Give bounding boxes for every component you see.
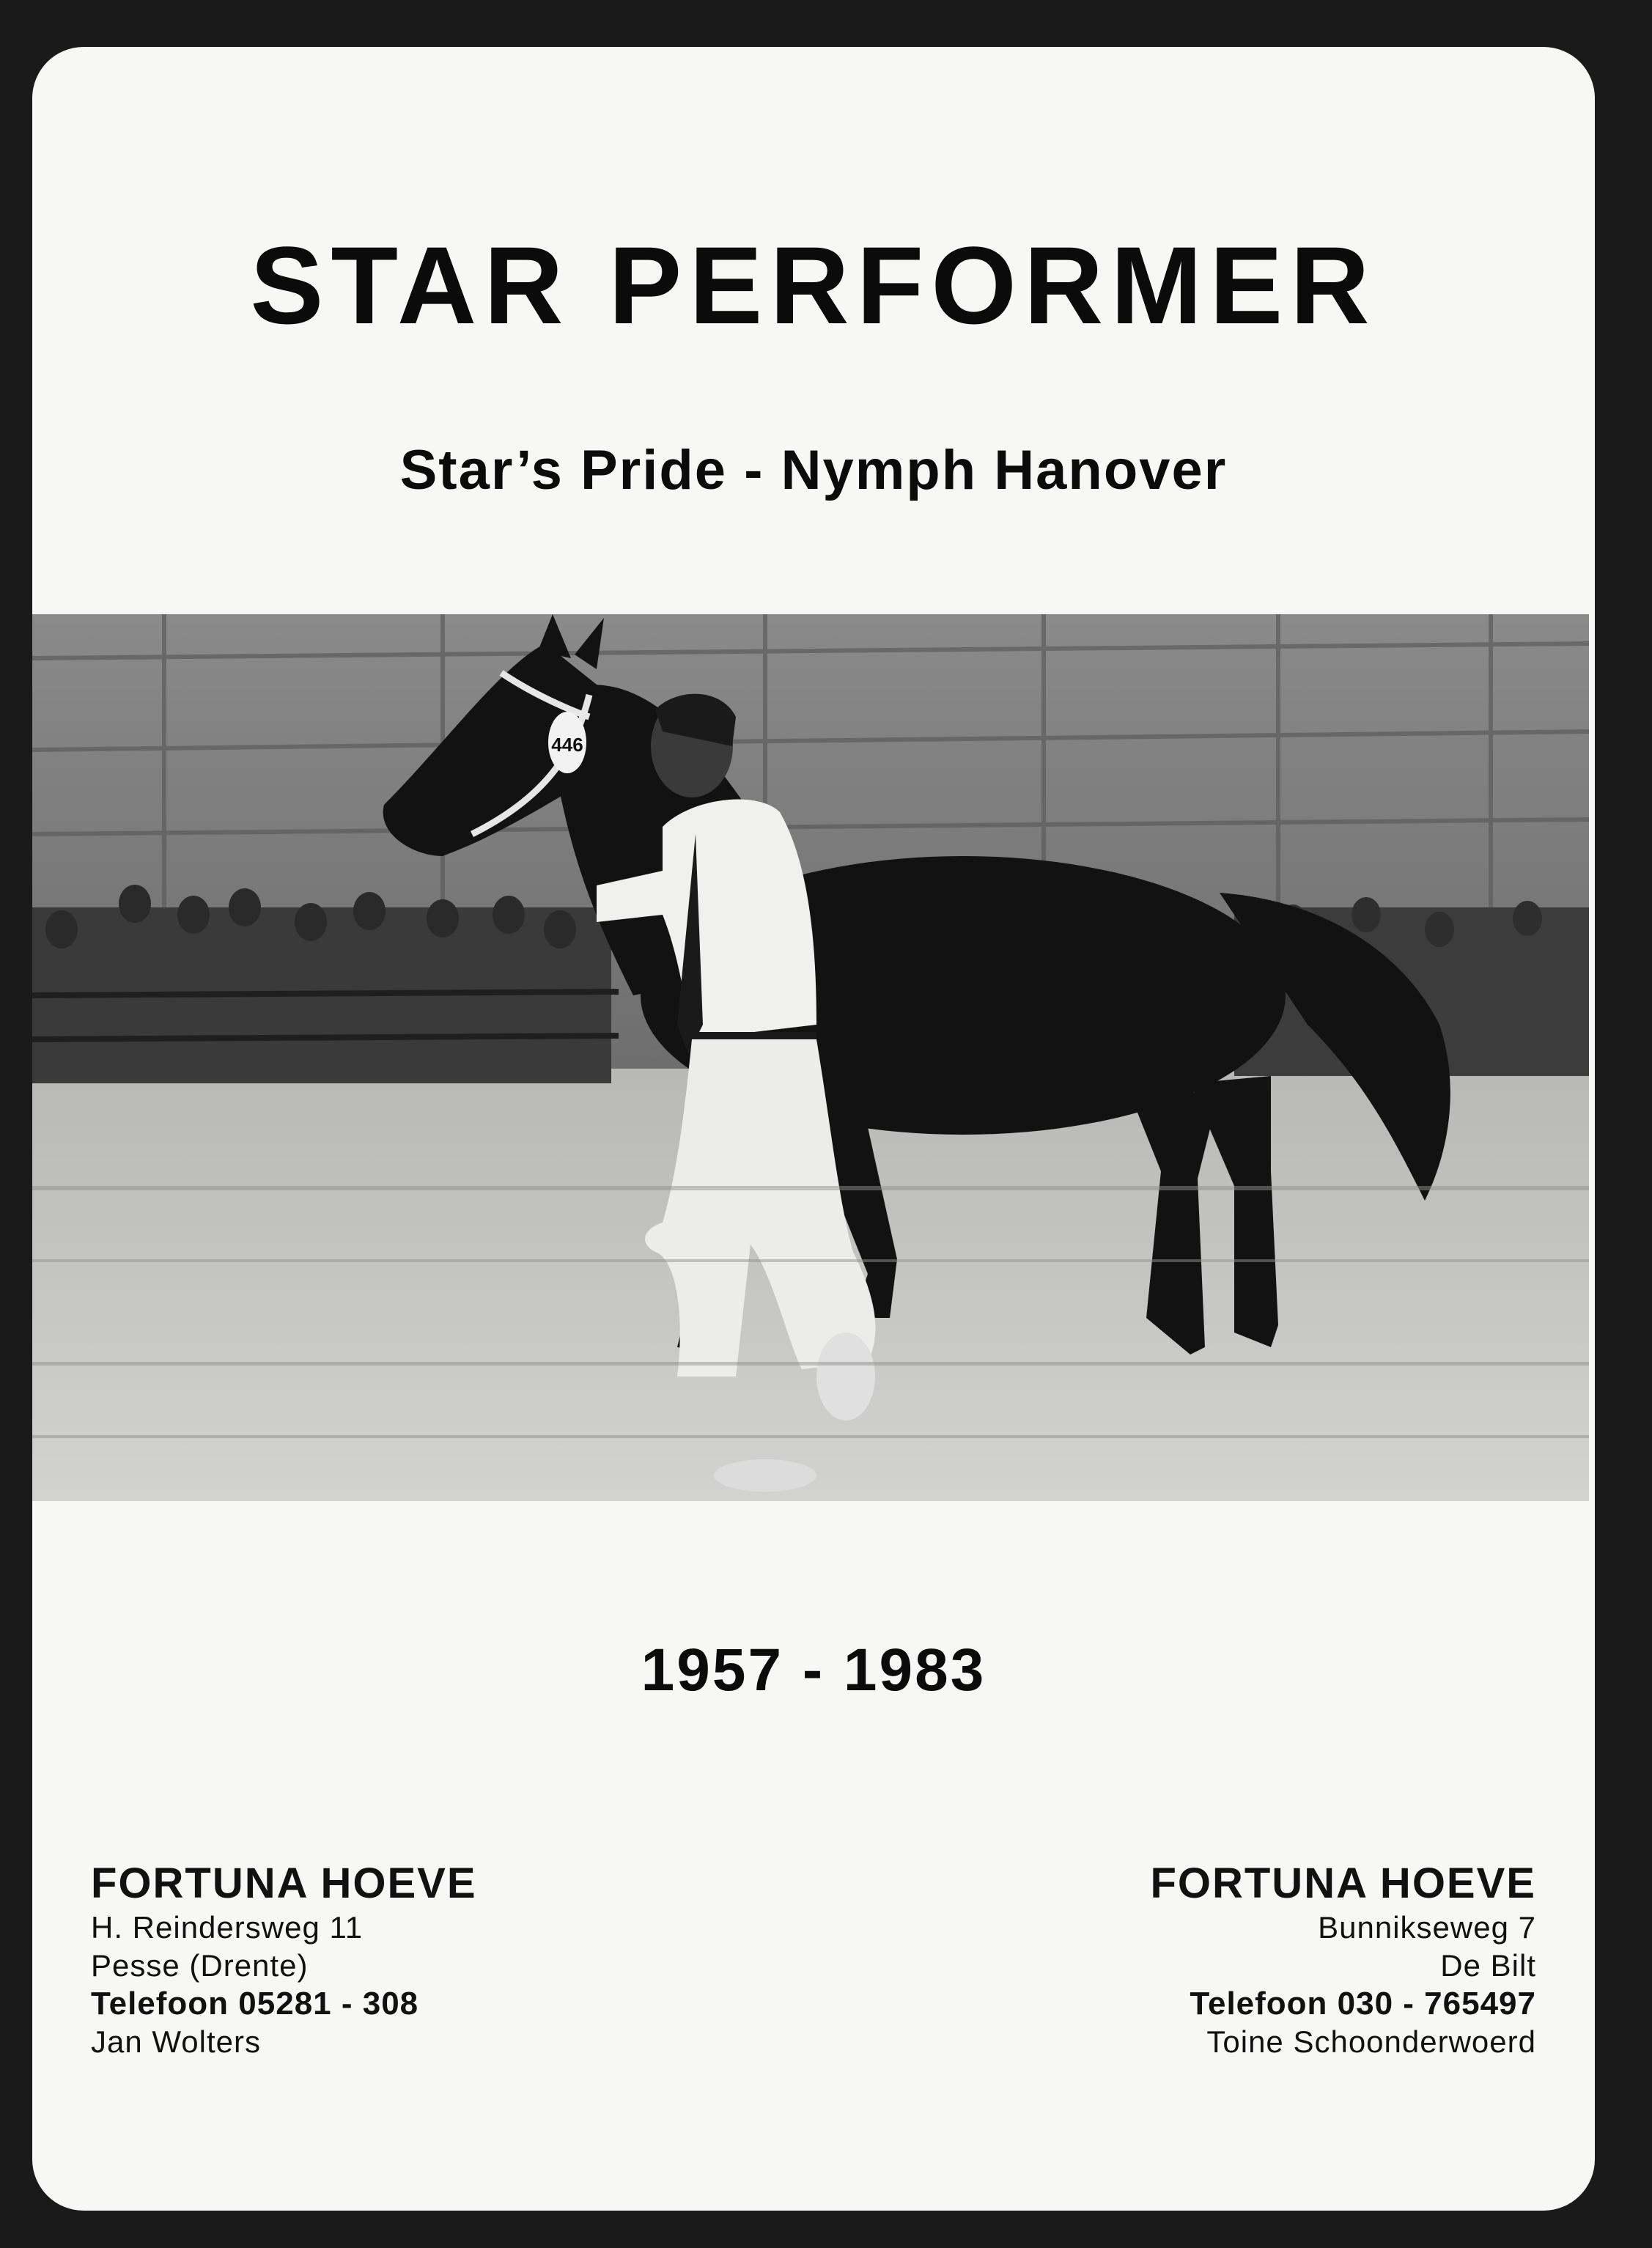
address-block-right: [1150, 1859, 1536, 2061]
bib-number-tag: [548, 712, 586, 773]
page-title: STAR PERFORMER: [250, 224, 1377, 347]
city-left: Pesse (Drente): [91, 1948, 309, 1983]
farm-name-left: FORTUNA HOEVE: [91, 1860, 477, 1907]
horse-photo-illustration: [32, 614, 1589, 1501]
spectators-left: [32, 885, 611, 1083]
contact-left: Jan Wolters: [91, 2024, 261, 2059]
years-span: 1957 - 1983: [641, 1637, 987, 1703]
farm-name-right: FORTUNA HOEVE: [1150, 1860, 1536, 1907]
city-right: De Bilt: [1440, 1948, 1536, 1983]
contact-right: Toine Schoonderwoerd: [1206, 2024, 1536, 2059]
street-left: H. Reindersweg 11: [91, 1910, 364, 1945]
phone-right: Telefoon 030 - 765497: [1190, 1986, 1536, 2022]
address-block-left: [91, 1859, 477, 2061]
street-right: Bunnikseweg 7: [1318, 1910, 1536, 1945]
bib-number: 446: [551, 734, 583, 756]
page-card: [32, 47, 1595, 2211]
horse-photo: [32, 614, 1589, 1501]
pedigree-subtitle: Star’s Pride - Nymph Hanover: [399, 439, 1228, 501]
phone-left: Telefoon 05281 - 308: [91, 1986, 419, 2022]
